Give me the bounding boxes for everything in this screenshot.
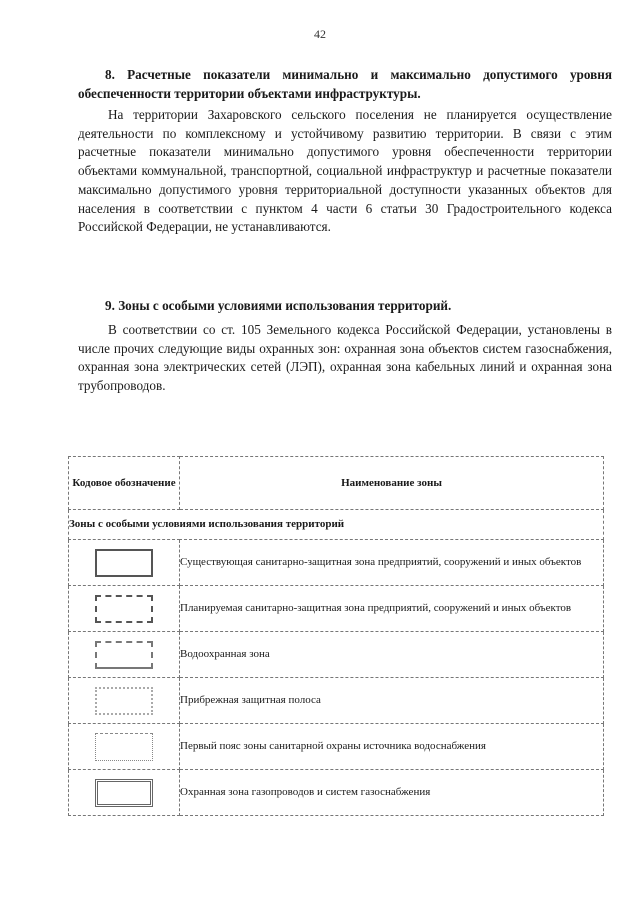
zone-name: Существующая санитарно-защитная зона предприятий, сооружений и иных объектов [180,540,604,586]
col-header-code: Кодовое обозначение [69,457,180,510]
col-header-zone-name: Наименование зоны [180,457,604,510]
table-row [69,770,604,816]
zones-table [68,456,604,816]
section-row-label: Зоны с особыми условиями использования территорий [69,510,604,540]
table-row [69,632,604,678]
table-header-row [69,457,604,510]
double-line-rectangle-symbol-icon [95,779,153,807]
zone-name: Первый пояс зоны санитарной охраны источника водоснабжения [180,724,604,770]
dash-dot-rectangle-symbol-icon [95,641,153,669]
zone-name: Водоохранная зона [180,632,604,678]
table-row [69,540,604,586]
page-number: 42 [314,27,326,41]
dashed-rectangle-symbol-icon [95,595,153,623]
table-row [69,724,604,770]
section-9-paragraph: В соответствии со ст. 105 Земельного кодекса Российской Федерации, установлены в числе прочих следующие виды охранных зон: охранная зона объектов систем газоснабжения, охранная зона электрических сетей (ЛЭП), охранная зона кабельных линий и охранная зона трубопроводов. [78,322,612,394]
section-8-paragraph: На территории Захаровского сельского поселения не планируется осуществление деятельности по комплексному и устойчивому развитию территории. В связи с этим расчетные показатели минимально допустимого уровня обеспеченности территории объектами коммунальной, транспортной, социальной инфраструктур и расчетные показатели максимально допустимого уровня территориальной доступности указанных объектов для населения в соответствии с пунктом 4 части 6 статьи 30 Градостроительного кодекса Российской Федерации, не устанавливаются. [78,107,612,235]
zone-name: Охранная зона газопроводов и систем газоснабжения [180,770,604,816]
cross-dotted-rectangle-symbol-icon [95,733,153,761]
section-8-heading: 8. Расчетные показатели минимально и максимально допустимого уровня обеспеченности территории объектами инфраструктуры. [78,67,612,101]
solid-rectangle-symbol-icon [95,549,153,577]
table-section-row [69,510,604,540]
zone-name: Планируемая санитарно-защитная зона предприятий, сооружений и иных объектов [180,586,604,632]
zone-name: Прибрежная защитная полоса [180,678,604,724]
table-row [69,678,604,724]
section-9-heading: 9. Зоны с особыми условиями использования территорий. [105,298,452,313]
table-row [69,586,604,632]
dotted-rectangle-symbol-icon [95,687,153,715]
